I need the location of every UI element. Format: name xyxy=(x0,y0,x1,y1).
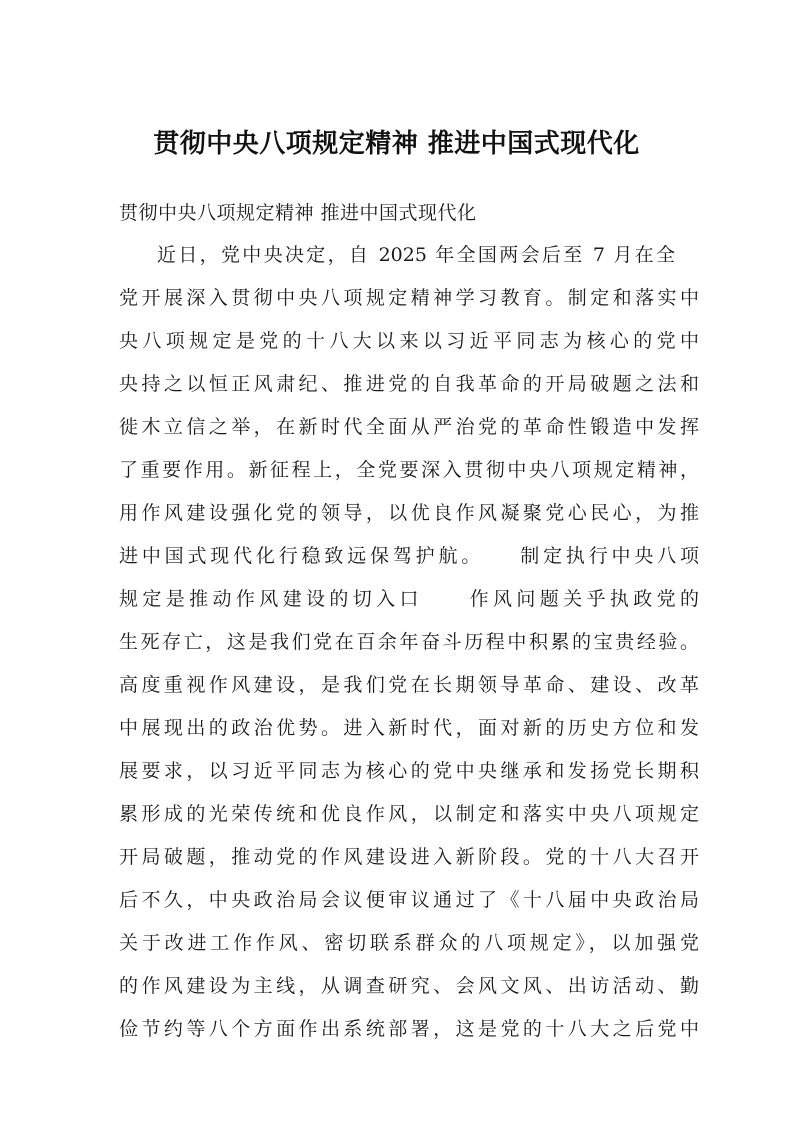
body-line: 用作风建设强化党的领导，以优良作风凝聚党心民心，为推 xyxy=(119,502,699,524)
body-line: 的作风建设为主线，从调查研究、会风文风、出访活动、勤 xyxy=(119,975,699,997)
document-subtitle: 贯彻中央八项规定精神 推进中国式现代化 xyxy=(119,202,477,224)
body-line: 开局破题，推动党的作风建设进入新阶段。党的十八大召开 xyxy=(119,846,699,868)
body-line: 累形成的光荣传统和优良作风，以制定和落实中央八项规定 xyxy=(119,803,699,825)
document-title: 贯彻中央八项规定精神 推进中国式现代化 xyxy=(153,129,640,159)
body-line: 生死存亡，这是我们党在百余年奋斗历程中积累的宝贵经验。 xyxy=(119,631,699,653)
body-line: 近日，党中央决定，自 2025 年全国两会后至 7 月在全 xyxy=(157,244,675,266)
body-line: 央八项规定是党的十八大以来以习近平同志为核心的党中 xyxy=(119,330,699,352)
body-line: 了重要作用。新征程上，全党要深入贯彻中央八项规定精神， xyxy=(119,459,699,481)
body-line: 展要求，以习近平同志为核心的党中央继承和发扬党长期积 xyxy=(119,760,699,782)
body-line: 俭节约等八个方面作出系统部署，这是党的十八大之后党中 xyxy=(119,1018,699,1040)
body-line: 进中国式现代化行稳致远保驾护航。 制定执行中央八项 xyxy=(119,545,699,567)
body-line: 关于改进工作作风、密切联系群众的八项规定》，以加强党 xyxy=(119,932,699,954)
body-line: 央持之以恒正风肃纪、推进党的自我革命的开局破题之法和 xyxy=(119,373,699,395)
body-line: 规定是推动作风建设的切入口 作风问题关乎执政党的 xyxy=(119,588,699,610)
body-line: 后不久，中央政治局会议便审议通过了《十八届中央政治局 xyxy=(119,889,699,911)
body-line: 徙木立信之举，在新时代全面从严治党的革命性锻造中发挥 xyxy=(119,416,699,438)
body-line: 中展现出的政治优势。进入新时代，面对新的历史方位和发 xyxy=(119,717,699,739)
body-line: 党开展深入贯彻中央八项规定精神学习教育。制定和落实中 xyxy=(119,287,699,309)
body-line: 高度重视作风建设，是我们党在长期领导革命、建设、改革 xyxy=(119,674,699,696)
